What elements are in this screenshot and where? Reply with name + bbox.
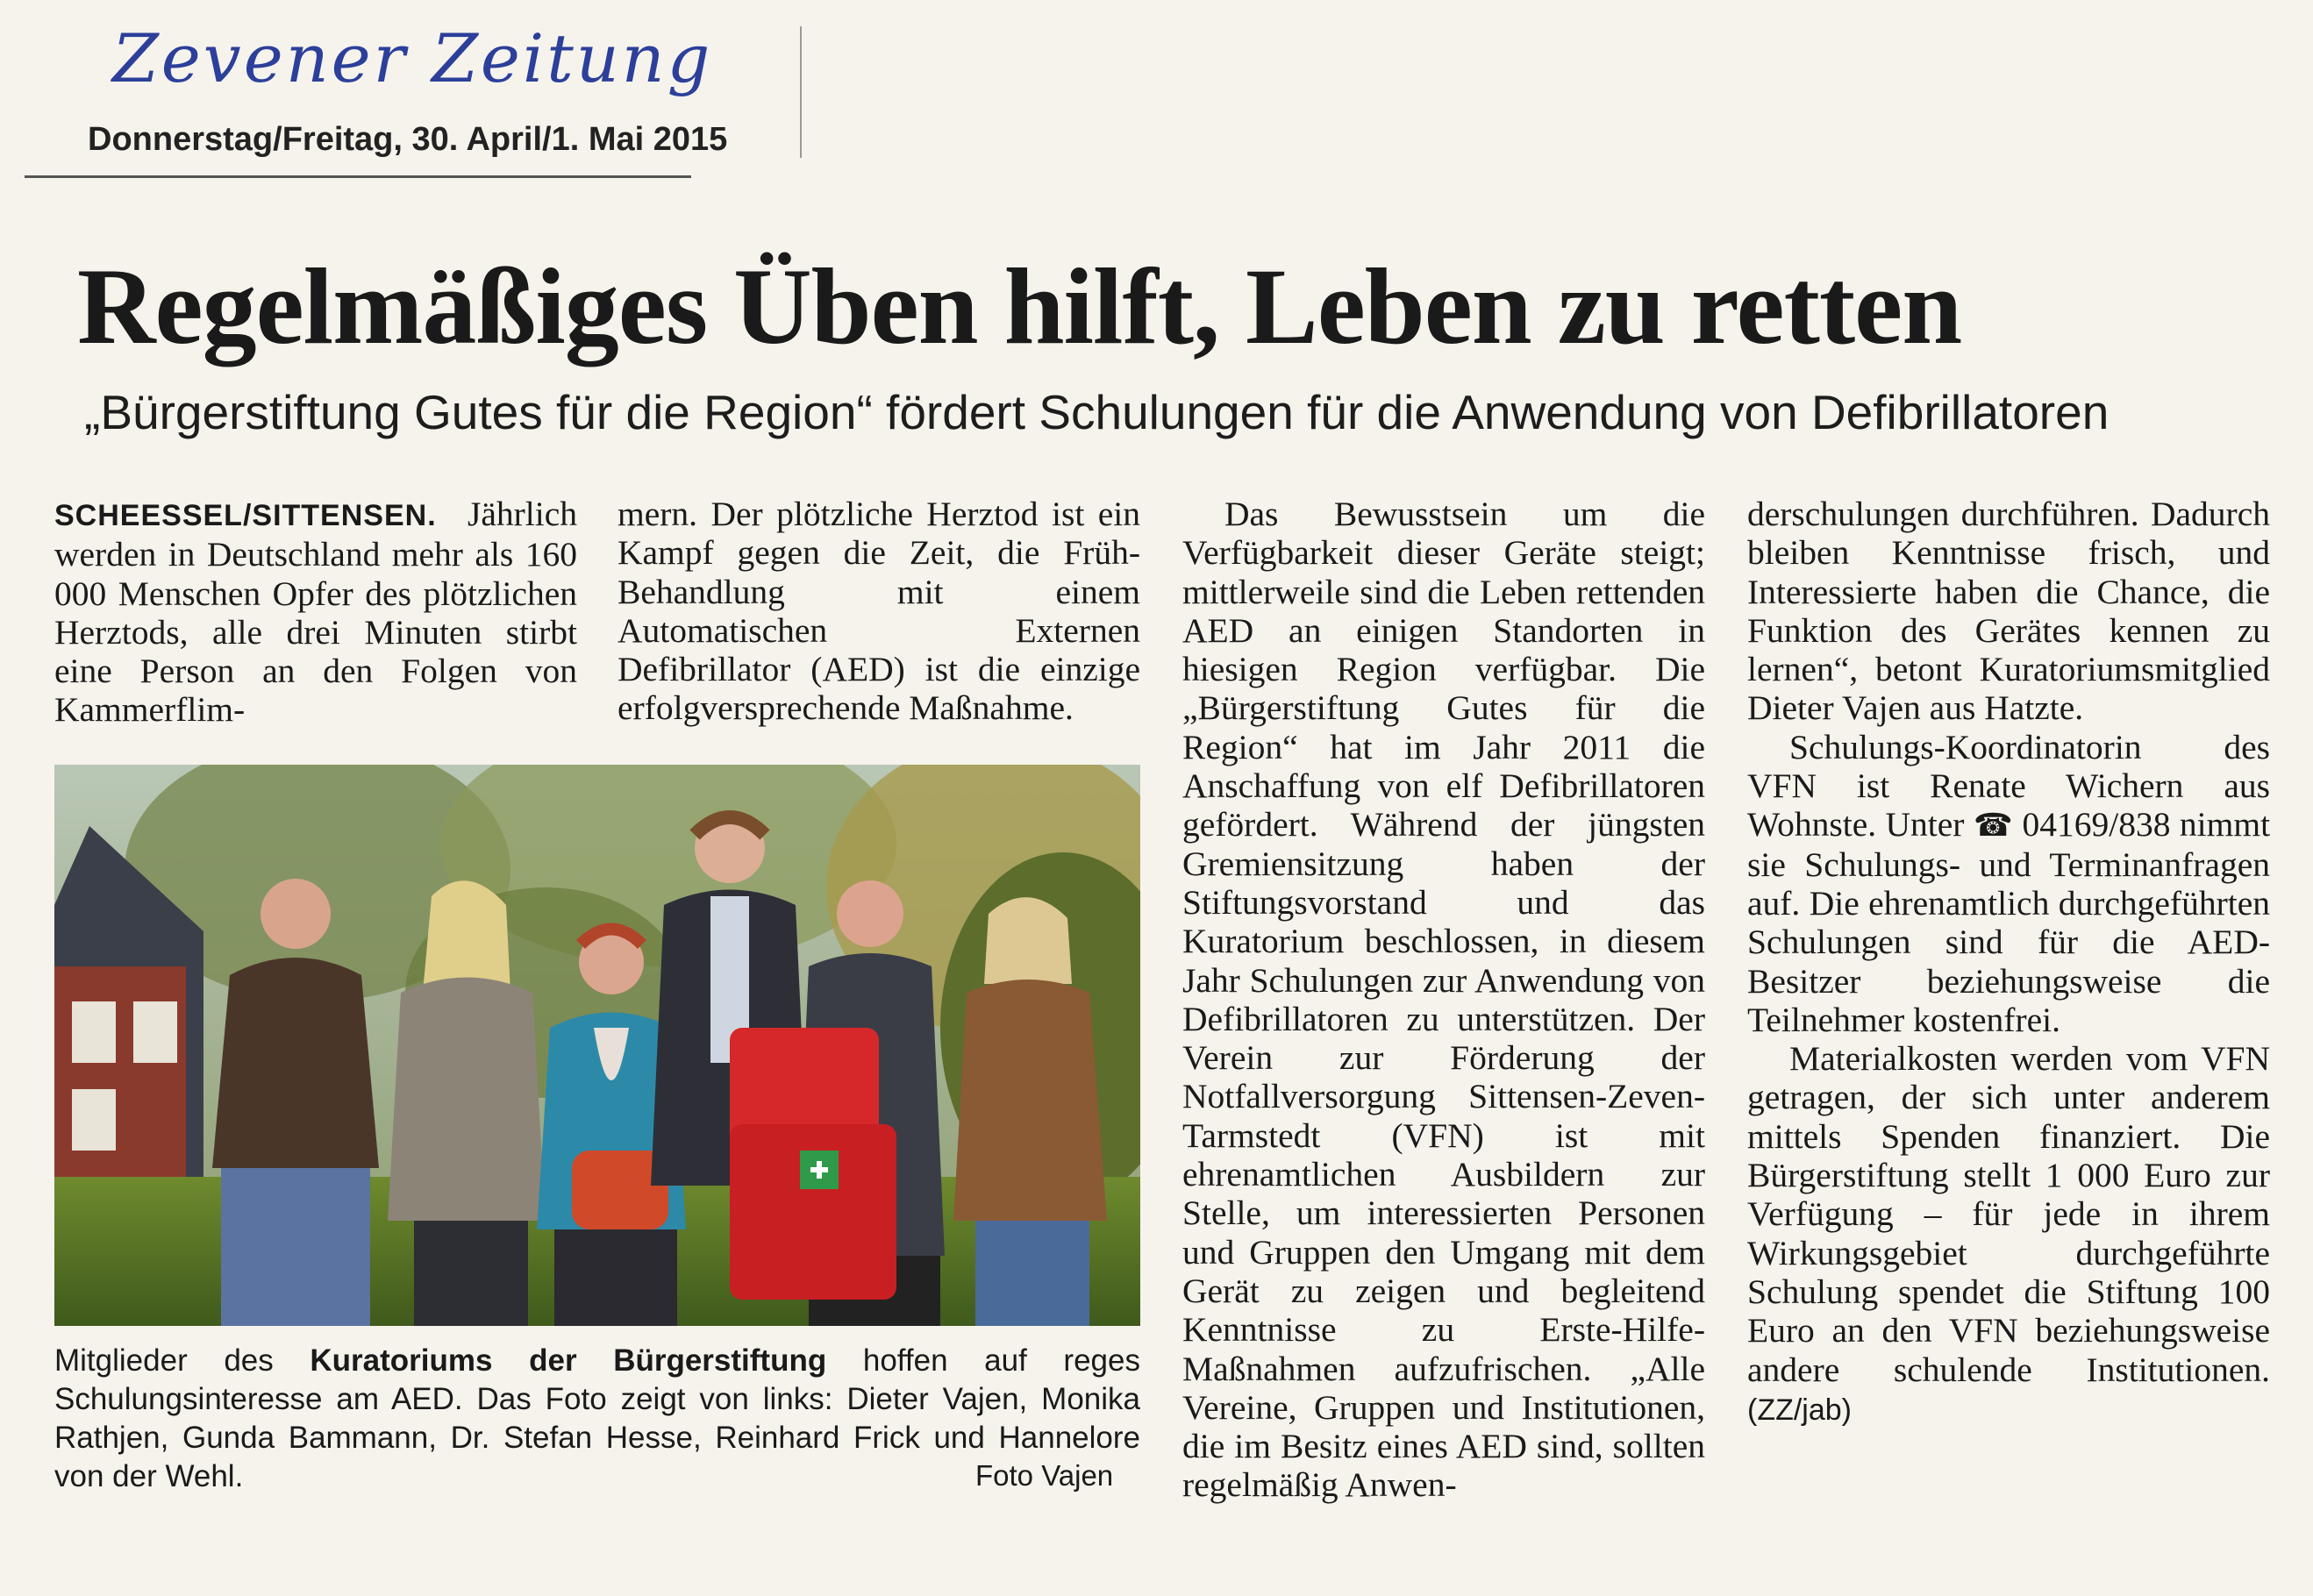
author-signature: (ZZ/jab) <box>1747 1393 1852 1427</box>
paragraph-3-b: nimmt sie Schulungs- und Terminanfragen auf. Die ehrenamtlich durchgeführten Schulungen sind für die AED-Besitzer beziehungsweise die Teilnehmer kostenfrei. <box>1747 805 2270 1039</box>
paragraph-4-text: Materialkosten werden vom VFN getragen, der sich unter anderem mittels Spenden finanziert. Die Bürgerstiftung stellt 1 000 Euro zur Verfügung – für jede in ihrem Wirkungsgebiet durchgeführte Schulung spendet die Stiftung 100 Euro an den VFN beziehungsweise andere schulende Institutionen. <box>1747 1039 2270 1389</box>
aed-bag-large <box>730 1028 896 1300</box>
caption-text-a: Mitglieder des <box>54 1343 274 1378</box>
photo-illustration <box>54 765 1140 1326</box>
headline: Regelmäßiges Üben hilft, Leben zu retten <box>77 246 1962 367</box>
phone-number: 04169/838 <box>2022 805 2171 844</box>
paragraph-1: Jährlich werden in Deutschland mehr als 160 000 Menschen Opfer des plötzlichen Herztods, alle drei Minuten stirbt eine Person an den Folgen von Kammerflim- <box>54 495 577 730</box>
header-rule <box>25 175 691 178</box>
dateline-place: SCHEESSEL/SITTENSEN. <box>54 499 437 532</box>
group-photo <box>54 765 1140 1326</box>
paragraph-4 <box>1747 1039 2270 1429</box>
paragraph-1-continued: mern. Der plötzliche Herztod ist ein Kampf gegen die Zeit, die Früh-Behandlung mit einem Automatischen Externen Defibrillator (AED) ist die einzige erfolgversprechende Maßnahme. <box>618 495 1140 728</box>
paragraph-2: Das Bewusstsein um die Verfügbarkeit dieser Geräte steigt; mittlerweile sind die Leben rettenden AED an einigen Standorten in hiesigen Region verfügbar. Die „Bürgerstiftung Gutes für die Region“ hat im Jahr 2011 die Anschaffung von elf Defibrillatoren gefördert. Während der jüngsten Gremiensitzung haben der Stiftungsvorstand und das Kuratorium beschlossen, in diesem Jahr Schulungen zur Anwendung von Defibrillatoren zu unterstützen. Der Verein zur Förderung der Notfallversorgung Sittensen-Zeven-Tarmstedt (VFN) ist mit ehrenamtlichen Ausbildern zur Stelle, um interessierten Personen und Gruppen den Umgang mit dem Gerät zu zeigen und begleitend Kenntnisse zu Erste-Hilfe-Maßnahmen aufzufrischen. „Alle Vereine, Gruppen und Institutionen, die im Besitz eines AED sind, sollten regelmäßig Anwen- <box>1182 495 1705 1505</box>
issue-date: Donnerstag/Freitag, 30. April/1. Mai 2015 <box>88 121 728 158</box>
margin-divider <box>800 26 802 158</box>
photo-credit: Foto Vajen <box>975 1459 1114 1492</box>
article-column-2 <box>618 495 1140 728</box>
caption-text-b: hoffen auf reges Schulungsinteresse am AED. Das Foto zeigt von links: Dieter Vajen, Monika Rathjen, Gunda Bammann, Dr. Stefan Hesse, Reinhard Frick und Hannelore von der Wehl. <box>54 1343 1140 1493</box>
article-column-3 <box>1182 495 1705 1512</box>
caption-text-bold: Kuratoriums der Bürgerstiftung <box>310 1343 827 1378</box>
article-column-4 <box>1747 495 2270 1512</box>
paragraph-3 <box>1747 728 2270 1039</box>
paragraph-3-a: Schulungs-Koordinatorin des VFN ist Renate Wichern aus Wohnste. Unter <box>1747 727 2270 844</box>
article-column-1 <box>54 495 577 730</box>
paragraph-2-continued: derschulungen durchführen. Dadurch bleiben Kenntnisse frisch, und Interessierte haben die Chance, die Funktion des Gerätes kennen zu lernen“, betont Kuratoriumsmitglied Dieter Vajen aus Hatzte. <box>1747 495 2270 728</box>
subheadline: „Bürgerstiftung Gutes für die Region“ fördert Schulungen für die Anwendung von Defibrillatoren <box>84 385 2110 439</box>
phone-icon: ☎ <box>1973 808 2014 844</box>
handwritten-source: Zevener Zeitung <box>112 19 713 97</box>
